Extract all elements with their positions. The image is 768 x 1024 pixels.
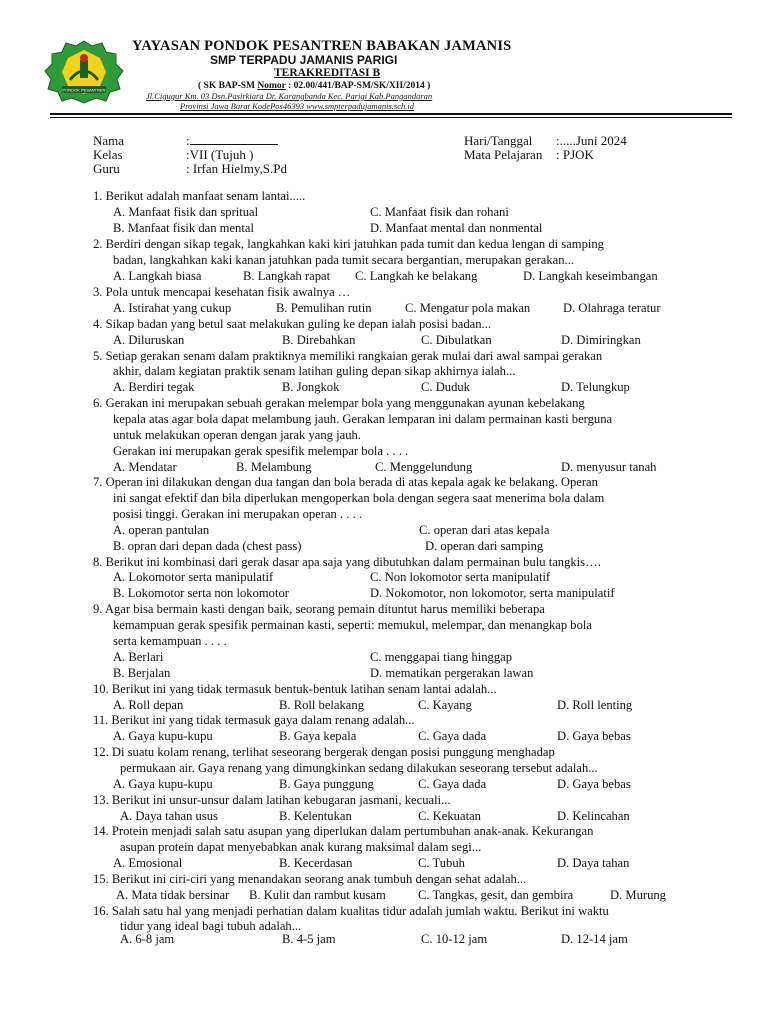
q11-option-d[interactable]: D. Gaya bebas — [557, 729, 631, 743]
foundation-name: YAYASAN PONDOK PESANTREN BABAKAN JAMANIS — [132, 38, 512, 54]
q6-option-b[interactable]: B. Melambung — [236, 460, 312, 474]
q13-option-b[interactable]: B. Kelentukan — [279, 809, 352, 823]
q14-option-b[interactable]: B. Kecerdasan — [279, 856, 353, 870]
q11-option-c[interactable]: C. Gaya dada — [418, 729, 487, 743]
q4-option-b[interactable]: B. Direbahkan — [282, 333, 356, 347]
mata-pelajaran-label: Mata Pelajaran — [464, 147, 543, 162]
q9-option-c[interactable]: C. menggapai tiang hinggap — [370, 650, 512, 664]
question-6-line3: untuk melakukan operan dengan jarak yang jauh. — [113, 428, 361, 442]
q10-option-c[interactable]: C. Kayang — [418, 698, 472, 712]
q7-option-a[interactable]: A. operan pantulan — [113, 523, 210, 537]
question-12-line1: 12. Di suatu kolam renang, terlihat seseorang bergerak dengan posisi punggung menghadap — [93, 745, 555, 759]
q5-option-c[interactable]: C. Duduk — [421, 380, 470, 394]
q15-option-a[interactable]: A. Mata tidak bersinar — [116, 888, 230, 902]
q13-option-c[interactable]: C. Kekuatan — [418, 809, 481, 823]
school-address-line2: Provinsi Jawa Barat KodePos46393 www.smpterpadujamanis.sch.id — [180, 101, 414, 111]
q1-option-b[interactable]: B. Manfaat fisik dan mental — [113, 221, 254, 235]
q14-option-a[interactable]: A. Emosional — [113, 856, 183, 870]
q1-option-a[interactable]: A. Manfaat fisik dan spritual — [113, 205, 259, 219]
q8-option-c[interactable]: C. Non lokomotor serta manipulatif — [370, 570, 551, 584]
question-3: 3. Pola untuk mencapai kesehatan fisik awalnya … — [93, 285, 351, 299]
q1-option-d[interactable]: D. Manfaat mental dan nonmental — [370, 221, 543, 235]
school-name: SMP TERPADU JAMANIS PARIGI — [210, 53, 398, 67]
q12-option-b[interactable]: B. Gaya punggung — [279, 777, 374, 791]
q6-option-c[interactable]: C. Menggelundung — [375, 460, 473, 474]
q3-option-d[interactable]: D. Olahraga teratur — [563, 301, 661, 315]
guru-value: : Irfan Hielmy,S.Pd — [186, 161, 287, 176]
question-7-line2: ini sangat efektif dan bila diperlukan mengoperkan bola dengan segera saat menerima bola dalam — [113, 491, 605, 505]
q3-option-b[interactable]: B. Pemulihan rutin — [276, 301, 372, 315]
svg-text:PONDOK PESANTREN: PONDOK PESANTREN — [62, 87, 106, 93]
q16-option-b[interactable]: B. 4-5 jam — [282, 932, 336, 946]
q2-option-d[interactable]: D. Langkah keseimbangan — [523, 269, 658, 283]
q6-option-a[interactable]: A. Mendatar — [113, 460, 177, 474]
q12-option-c[interactable]: C. Gaya dada — [418, 777, 487, 791]
question-6-line2: kepala atas agar bola dapat melambung jauh. Gerakan lemparan ini dalam permainan kasti berguna — [113, 412, 613, 426]
q3-option-c[interactable]: C. Mengatur pola makan — [405, 301, 531, 315]
question-5-line2: akhir, dalam kegiatan praktik senam latihan guling depan sikap akhirnya ialah... — [113, 364, 516, 378]
question-12-line2: permukaan air. Gaya renang yang dimungkinkan sedang dilakukan seseorang tersebut adalah... — [120, 761, 598, 775]
kelas-value: :VII (Tujuh ) — [186, 147, 254, 162]
question-14-line1: 14. Protein menjadi salah satu asupan yang diperlukan dalam pertumbuhan anak-anak. Kekurangan — [93, 824, 594, 838]
q2-option-b[interactable]: B. Langkah rapat — [243, 269, 331, 283]
question-13: 13. Berikut ini unsur-unsur dalam latihan kebugaran jasmani, kecuali... — [93, 793, 451, 807]
question-9-line2: kemampuan gerak spesifik permainan kasti, seperti: memukul, melempar, dan menangkap bola — [113, 618, 592, 632]
question-1: 1. Berikut adalah manfaat senam lantai..... — [93, 189, 306, 203]
q8-option-a[interactable]: A. Lokomotor serta manipulatif — [113, 570, 274, 584]
q5-option-b[interactable]: B. Jongkok — [282, 380, 340, 394]
q7-option-d[interactable]: D. operan dari samping — [425, 539, 544, 553]
school-address: Jl.Cigugur Km. 03 Dsn.Pasirkiara Dr. Karangbanda Kec. Parigi Kab.Pangandaran — [146, 91, 433, 101]
q5-option-d[interactable]: D. Telungkup — [561, 380, 630, 394]
q10-option-a[interactable]: A. Roll depan — [113, 698, 184, 712]
q11-option-a[interactable]: A. Gaya kupu-kupu — [113, 729, 213, 743]
question-15: 15. Berikut ini ciri-ciri yang menandakan seorang anak tumbuh dengan sehat adalah... — [93, 872, 527, 886]
question-2-line2: badan, langkahkan kaki kanan jatuhkan pada tumit secara bergantian, merupakan gerakan... — [113, 253, 574, 267]
q11-option-b[interactable]: B. Gaya kepala — [279, 729, 357, 743]
question-11: 11. Berikut ini yang tidak termasuk gaya dalam renang adalah... — [93, 713, 415, 727]
question-5-line1: 5. Setiap gerakan senam dalam praktiknya memiliki rangkaian gerak mulai dari awal sampai gerakan — [93, 349, 603, 363]
question-7-line3: posisi tinggi. Gerakan ini merupakan operan . . . . — [113, 507, 363, 521]
question-14-line2: asupan protein dapat menyebabkan anak kurang maksimal dalam segi... — [120, 840, 482, 854]
question-2-line1: 2. Berdiri dengan sikap tegak, langkahkan kaki kiri jatuhkan pada tumit dan kedua lengan di samping — [93, 237, 604, 251]
q15-option-c[interactable]: C. Tangkas, gesit, dan gembira — [418, 888, 574, 902]
q3-option-a[interactable]: A. Istirahat yang cukup — [113, 301, 232, 315]
kelas-label: Kelas — [93, 147, 123, 162]
q6-option-d[interactable]: D. menyusur tanah — [561, 460, 657, 474]
guru-label: Guru — [93, 161, 120, 176]
question-16-line2: tidur yang ideal bagi tubuh adalah... — [120, 919, 302, 933]
q15-option-d[interactable]: D. Murung — [610, 888, 666, 902]
q9-option-b[interactable]: B. Berjalan — [113, 666, 171, 680]
q13-option-d[interactable]: D. Kelincahan — [557, 809, 630, 823]
hari-tanggal-label: Hari/Tanggal — [464, 133, 533, 148]
hari-tanggal-value: :.....Juni 2024 — [556, 133, 627, 148]
q2-option-a[interactable]: A. Langkah biasa — [113, 269, 202, 283]
question-16-line1: 16. Salah satu hal yang menjadi perhatian dalam kualitas tidur adalah jumlah waktu. Berikut ini waktu — [93, 904, 609, 918]
header-rule-thin — [50, 117, 732, 118]
question-10: 10. Berikut ini yang tidak termasuk bentuk-bentuk latihan senam lantai adalah... — [93, 682, 497, 696]
accreditation-status: TERAKREDITASI B — [274, 67, 381, 79]
q7-option-c[interactable]: C. operan dari atas kepala — [419, 523, 550, 537]
question-6-line4: Gerakan ini merupakan gerak spesifik melempar bola . . . . — [113, 444, 409, 458]
q16-option-c[interactable]: C. 10-12 jam — [421, 932, 488, 946]
header-rule-thick — [50, 113, 732, 115]
q10-option-b[interactable]: B. Roll belakang — [279, 698, 364, 712]
q8-option-d[interactable]: D. Nokomotor, non lokomotor, serta manipulatif — [370, 586, 615, 600]
school-logo — [44, 40, 124, 104]
mata-pelajaran-value: : PJOK — [556, 147, 594, 162]
nama-field[interactable]: : — [186, 133, 278, 149]
sk-number: ( SK BAP-SM Nomor : 02.00/441/BAP-SM/SK/XII/2014 ) — [198, 81, 431, 91]
q7-option-b[interactable]: B. opran dari depan dada (chest pass) — [113, 539, 302, 553]
q12-option-d[interactable]: D. Gaya bebas — [557, 777, 631, 791]
q9-option-a[interactable]: A. Berlari — [113, 650, 164, 664]
question-7-line1: 7. Operan ini dilakukan dengan dua tangan dan bola berada di atas kepala agak ke belakang. Operan — [93, 475, 598, 489]
q13-option-a[interactable]: A. Daya tahan usus — [120, 809, 218, 823]
q10-option-d[interactable]: D. Roll lenting — [557, 698, 633, 712]
question-4: 4. Sikap badan yang betul saat melakukan guling ke depan ialah posisi badan... — [93, 317, 492, 331]
q2-option-c[interactable]: C. Langkah ke belakang — [355, 269, 478, 283]
question-9-line1: 9. Agar bisa bermain kasti dengan baik, seorang pemain dituntut harus memiliki beberapa — [93, 602, 545, 616]
q8-option-b[interactable]: B. Lokomotor serta non lokomotor — [113, 586, 289, 600]
question-9-line3: serta kemampuan . . . . — [113, 634, 227, 648]
q12-option-a[interactable]: A. Gaya kupu-kupu — [113, 777, 213, 791]
q15-option-b[interactable]: B. Kulit dan rambut kusam — [249, 888, 386, 902]
q14-option-c[interactable]: C. Tubuh — [418, 856, 465, 870]
q5-option-a[interactable]: A. Berdiri tegak — [113, 380, 195, 394]
q4-option-a[interactable]: A. Diluruskan — [113, 333, 185, 347]
q14-option-d[interactable]: D. Daya tahan — [557, 856, 630, 870]
q1-option-c[interactable]: C. Manfaat fisik dan rohani — [370, 205, 509, 219]
question-8: 8. Berikut ini kombinasi dari gerak dasar apa saja yang dibutuhkan dalam permainan bulu tangkis…. — [93, 555, 601, 569]
q4-option-d[interactable]: D. Dimiringkan — [561, 333, 641, 347]
nama-label: Nama — [93, 133, 125, 148]
q16-option-a[interactable]: A. 6-8 jam — [120, 932, 175, 946]
q4-option-c[interactable]: C. Dibulatkan — [421, 333, 492, 347]
question-6-line1: 6. Gerakan ini merupakan sebuah gerakan melempar bola yang menggunakan ayunan kebelakang — [93, 396, 585, 410]
q9-option-d[interactable]: D. mematikan pergerakan lawan — [370, 666, 534, 680]
q16-option-d[interactable]: D. 12-14 jam — [561, 932, 628, 946]
